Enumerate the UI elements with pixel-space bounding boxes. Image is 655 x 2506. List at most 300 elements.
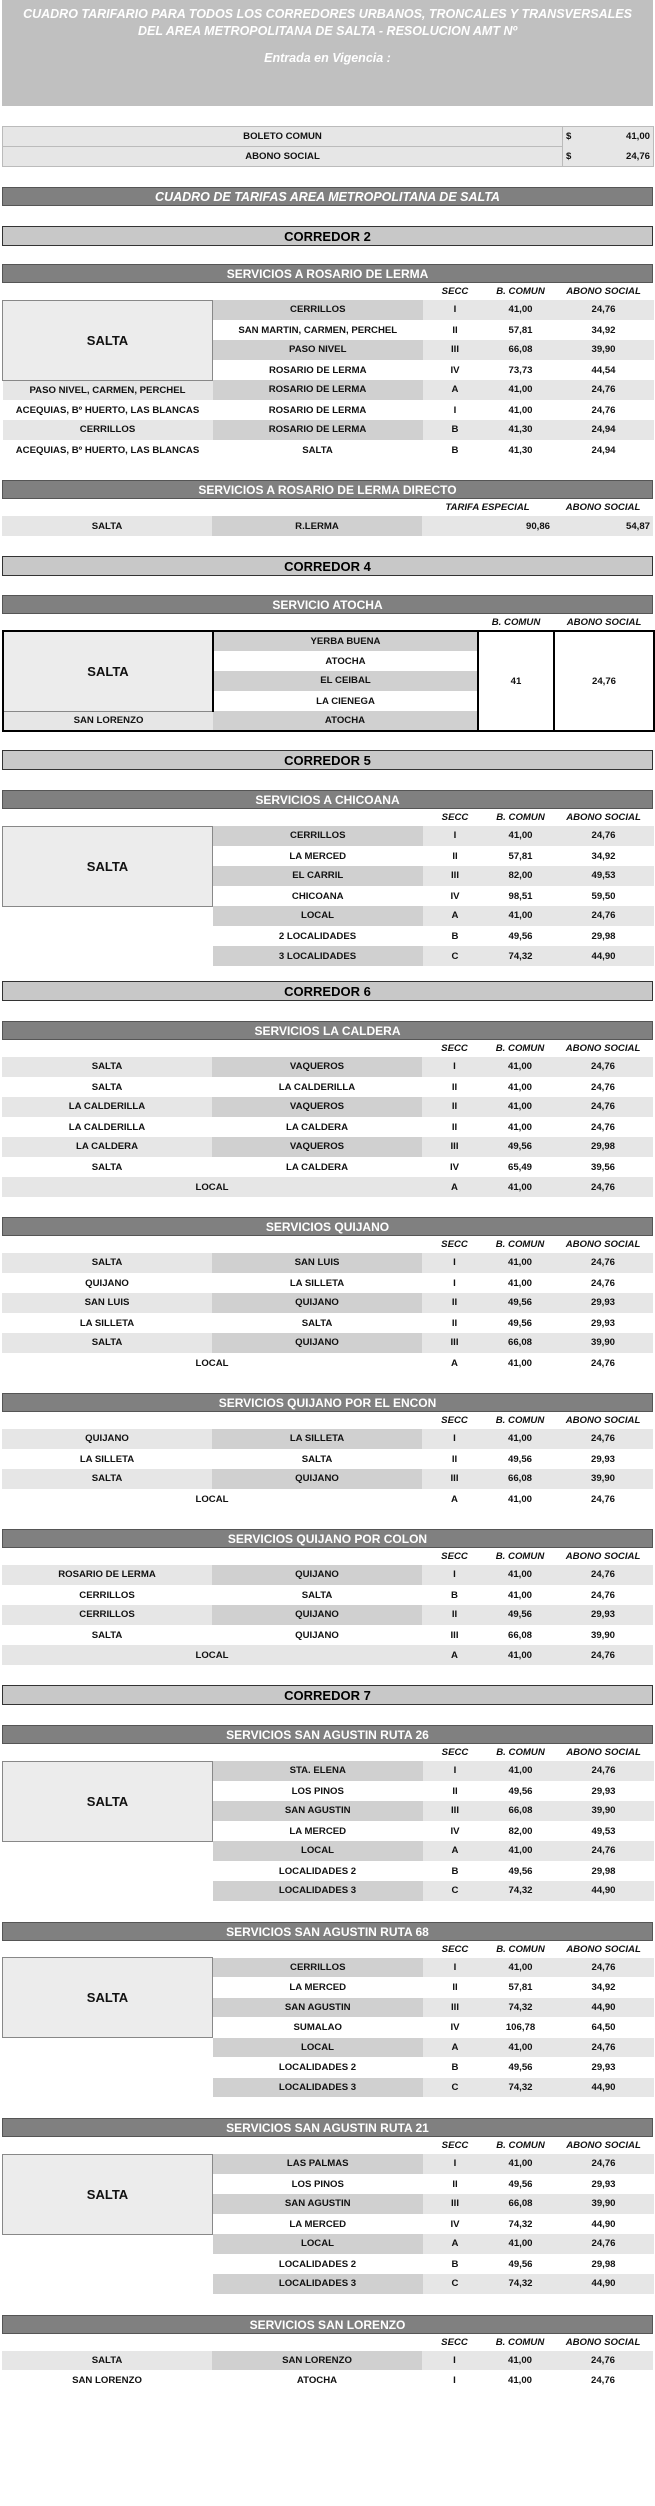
secc-cell: I [423, 826, 488, 846]
destination-cell: QUIJANO [212, 1293, 422, 1313]
origin-cell: LA SILLETA [2, 1313, 212, 1333]
table-row [2, 1449, 653, 1469]
table-row [3, 2274, 654, 2294]
section-rosario-lerma-title: SERVICIOS A ROSARIO DE LERMA [2, 264, 653, 283]
bcomun-cell: 41,00 [487, 1353, 553, 1373]
abono-social-value: 24,76 [593, 147, 654, 167]
bcomun-cell: 74,32 [488, 2274, 554, 2294]
table-row [3, 2154, 654, 2174]
destination-cell: SAN AGUSTIN [213, 1998, 423, 2018]
local-label-cell: LOCAL [2, 1645, 422, 1665]
boleto-comun-value: 41,00 [593, 127, 654, 147]
destination-cell: LA CALDERA [212, 1117, 422, 1137]
empty-cell [3, 2274, 213, 2294]
destination-cell: QUIJANO [212, 1625, 422, 1645]
table-row [3, 2078, 654, 2098]
bcomun-cell: 41,00 [488, 400, 554, 420]
secc-cell: A [422, 1645, 487, 1665]
abono-cell: 24,76 [554, 300, 654, 320]
secc-cell: A [422, 1177, 487, 1197]
col-bcomun: B. COMUN [495, 2336, 545, 2348]
abono-cell: 24,76 [553, 1489, 653, 1509]
col-secc: SECC [441, 286, 469, 297]
corredor-2-title: CORREDOR 2 [2, 226, 653, 246]
destination-cell: SAN LUIS [212, 1253, 422, 1273]
col-bcomun: B. COMUN [491, 616, 541, 628]
chicoana-table [2, 809, 654, 966]
destination-cell: CERRILLOS [213, 300, 423, 320]
destination-cell: LA MERCED [213, 2214, 423, 2234]
abono-cell: 39,90 [553, 1625, 653, 1645]
destination-cell: LOCAL [213, 906, 423, 926]
abono-cell: 24,76 [553, 1077, 653, 1097]
bcomun-cell: 106,78 [488, 2018, 554, 2038]
bcomun-cell: 74,32 [488, 2214, 554, 2234]
col-bcomun: B. COMUN [496, 1943, 545, 1955]
abono-cell: 39,90 [553, 1333, 653, 1353]
destination-cell: CHICOANA [213, 886, 423, 906]
bcomun-cell: 82,00 [488, 1821, 554, 1841]
destination-cell: LOCALIDADES 2 [213, 2254, 423, 2274]
secc-cell: IV [423, 2018, 488, 2038]
table-row [3, 1958, 654, 1978]
table-row [3, 1841, 654, 1861]
boleto-currency: $ [563, 127, 593, 147]
abono-cell: 24,94 [554, 440, 654, 460]
empty-cell [3, 2254, 213, 2274]
table-row [3, 2058, 654, 2078]
bcomun-cell: 41,00 [487, 1645, 553, 1665]
secc-cell: III [422, 1333, 487, 1353]
col-secc: SECC [441, 1415, 468, 1426]
col-bcomun: B. COMUN [496, 812, 545, 823]
bcomun-cell: 41,00 [488, 2038, 554, 2058]
origin-cell: LA SILLETA [2, 1449, 212, 1469]
secc-cell: B [423, 2058, 488, 2078]
bcomun-cell: 98,51 [488, 886, 554, 906]
col-secc: SECC [441, 1239, 468, 1250]
origin-cell: SAN LORENZO [3, 711, 213, 731]
abono-cell: 24,76 [553, 1645, 653, 1665]
table-row [2, 1293, 653, 1313]
table-row [2, 1117, 653, 1137]
secc-cell: I [422, 1429, 487, 1449]
abono-cell: 29,93 [554, 2058, 654, 2078]
destination-cell: EL CARRIL [213, 866, 423, 886]
secc-cell: A [423, 2234, 488, 2254]
bcomun-cell: 82,00 [488, 866, 554, 886]
rosario-lerma-directo-table [2, 499, 653, 536]
bcomun-cell: 74,32 [488, 946, 554, 966]
abono-cell: 24,76 [553, 1057, 653, 1077]
table-row [3, 2254, 654, 2274]
table-row [2, 1273, 653, 1293]
destination-cell: QUIJANO [212, 1333, 422, 1353]
section-la-caldera-title: SERVICIOS LA CALDERA [2, 1021, 653, 1040]
col-abono: ABONO SOCIAL [565, 1551, 641, 1562]
bcomun-cell: 41,00 [487, 1077, 553, 1097]
table-row [3, 1861, 654, 1881]
section-rosario-lerma-directo-title: SERVICIOS A ROSARIO DE LERMA DIRECTO [2, 480, 653, 499]
secc-cell: III [423, 1801, 488, 1821]
bcomun-cell: 74,32 [488, 2078, 554, 2098]
abono-cell: 29,93 [553, 1605, 653, 1625]
col-secc: SECC [441, 2140, 469, 2151]
secc-cell: III [423, 1998, 488, 2018]
table-row [3, 1881, 654, 1901]
col-abono: ABONO SOCIAL [566, 812, 641, 823]
secc-cell: II [422, 1293, 487, 1313]
abono-cell: 44,90 [554, 2274, 654, 2294]
col-tarifa-especial: TARIFA ESPECIAL [445, 502, 530, 513]
vigencia-label: Entrada en Vigencia : [264, 51, 391, 65]
col-secc: SECC [441, 1551, 468, 1562]
secc-cell: B [422, 1585, 487, 1605]
secc-cell: A [422, 1489, 487, 1509]
secc-cell: III [422, 1469, 487, 1489]
secc-cell: IV [423, 1821, 488, 1841]
col-abono: ABONO SOCIAL [566, 1943, 641, 1955]
abono-cell: 34,92 [554, 320, 654, 340]
secc-cell: A [422, 1353, 487, 1373]
abono-cell: 29,93 [553, 1313, 653, 1333]
abono-social-label: ABONO SOCIAL [3, 147, 563, 167]
secc-cell: III [423, 866, 488, 886]
col-secc: SECC [441, 1747, 469, 1758]
header-line-1: CUADRO TARIFARIO PARA TODOS LOS CORREDORES URBANOS, TRONCALES Y TRANSVERSALES [23, 7, 632, 21]
destination-cell: ROSARIO DE LERMA [213, 400, 423, 420]
secc-cell: II [422, 1449, 487, 1469]
secc-cell: II [422, 1313, 487, 1333]
empty-cell [3, 2234, 213, 2254]
section-quijano-encon-title: SERVICIOS QUIJANO POR EL ENCON [2, 1393, 653, 1412]
table-row [3, 1761, 654, 1781]
abono-cell: 24,76 [553, 1429, 653, 1449]
empty-cell [3, 2078, 213, 2098]
table-row [2, 2371, 653, 2391]
destination-cell: LA MERCED [213, 846, 423, 866]
abono-cell: 24,76 [554, 2234, 654, 2254]
table-row [2, 1429, 653, 1449]
abono-cell: 24,76 [553, 1353, 653, 1373]
origin-cell: SALTA [3, 300, 213, 380]
table-row [3, 2038, 654, 2058]
abono-cell: 49,53 [554, 1821, 654, 1841]
bcomun-cell: 41,00 [487, 1177, 553, 1197]
col-secc: SECC [441, 1043, 468, 1054]
col-abono: ABONO SOCIAL [566, 1747, 641, 1758]
bcomun-cell: 49,56 [488, 926, 554, 946]
abono-currency: $ [563, 147, 593, 167]
col-abono: ABONO SOCIAL [566, 286, 641, 297]
secc-cell: B [423, 420, 488, 440]
section-san-lorenzo-title: SERVICIOS SAN LORENZO [2, 2315, 653, 2334]
empty-cell [3, 1841, 213, 1861]
secc-cell: II [423, 1781, 488, 1801]
abono-cell: 29,98 [554, 1861, 654, 1881]
ruta-21-table [2, 2137, 654, 2295]
secc-cell: C [423, 2078, 488, 2098]
table-row [2, 2351, 653, 2371]
secc-cell: II [422, 1097, 487, 1117]
tarifa-cell: 90,86 [525, 520, 550, 532]
destination-cell: SAN AGUSTIN [213, 2194, 423, 2214]
origin-cell: SALTA [2, 1057, 212, 1077]
secc-cell: B [423, 2254, 488, 2274]
secc-cell: A [423, 906, 488, 926]
abono-cell: 24,76 [554, 631, 654, 731]
secc-cell: III [423, 340, 488, 360]
table-row [2, 1057, 653, 1077]
table-row [3, 2234, 654, 2254]
abono-cell: 24,76 [553, 2351, 653, 2371]
bcomun-cell: 41,00 [487, 1117, 553, 1137]
bcomun-cell: 41,00 [487, 1489, 553, 1509]
secc-cell: I [422, 2351, 487, 2371]
destination-cell: LA SILLETA [212, 1273, 422, 1293]
table-row [2, 1605, 653, 1625]
destination-cell: ROSARIO DE LERMA [213, 380, 423, 400]
secc-cell: A [423, 380, 488, 400]
abono-cell: 44,90 [554, 2078, 654, 2098]
document-header [2, 0, 653, 106]
destination-cell: LOS PINOS [213, 2174, 423, 2194]
origin-cell: SAN LUIS [2, 1293, 212, 1313]
origin-cell: CERRILLOS [2, 1585, 212, 1605]
destination-cell: ROSARIO DE LERMA [213, 360, 423, 380]
secc-cell: III [422, 1625, 487, 1645]
abono-cell: 29,98 [554, 926, 654, 946]
col-secc: SECC [441, 2336, 468, 2348]
destination-cell: PASO NIVEL [213, 340, 423, 360]
secc-cell: B [423, 1861, 488, 1881]
secc-cell: II [422, 1077, 487, 1097]
origin-cell: ACEQUIAS, Bº HUERTO, LAS BLANCAS [3, 400, 213, 420]
destination-cell: SAN AGUSTIN [213, 1801, 423, 1821]
bcomun-cell: 41,00 [487, 1429, 553, 1449]
col-abono: ABONO SOCIAL [565, 502, 641, 513]
destination-cell: SALTA [213, 440, 423, 460]
secc-cell: I [422, 2371, 487, 2391]
origin-cell: CERRILLOS [2, 1605, 212, 1625]
abono-cell: 39,90 [553, 1469, 653, 1489]
destination-cell: ROSARIO DE LERMA [213, 420, 423, 440]
local-label-cell: LOCAL [2, 1177, 422, 1197]
origin-cell: LA CALDERILLA [2, 1097, 212, 1117]
bcomun-cell: 41,00 [487, 1585, 553, 1605]
secc-cell: A [423, 2038, 488, 2058]
abono-cell: 44,54 [554, 360, 654, 380]
destination-cell: 2 LOCALIDADES [213, 926, 423, 946]
empty-cell [3, 1861, 213, 1881]
bcomun-cell: 49,56 [488, 2254, 554, 2274]
destination-cell: SUMALAO [213, 2018, 423, 2038]
col-abono: ABONO SOCIAL [566, 616, 642, 628]
secc-cell: I [423, 2154, 488, 2174]
secc-cell: IV [422, 1157, 487, 1177]
bcomun-cell: 49,56 [487, 1449, 553, 1469]
destination-cell: VAQUEROS [212, 1057, 422, 1077]
abono-cell: 24,76 [553, 1585, 653, 1605]
abono-cell: 29,93 [553, 1449, 653, 1469]
section-quijano-title: SERVICIOS QUIJANO [2, 1217, 653, 1236]
origin-cell: SALTA [3, 1958, 213, 2038]
bcomun-cell: 49,56 [487, 1293, 553, 1313]
origin-cell: SALTA [3, 631, 213, 711]
abono-cell: 24,76 [554, 380, 654, 400]
secc-cell: I [422, 1273, 487, 1293]
header-line-2: DEL AREA METROPOLITANA DE SALTA - RESOLUCION AMT Nº [137, 24, 518, 38]
bcomun-cell: 65,49 [487, 1157, 553, 1177]
destination-cell: SALTA [212, 1449, 422, 1469]
destination-cell: LOS PINOS [213, 1781, 423, 1801]
local-row [2, 1489, 653, 1509]
abono-cell: 24,76 [554, 826, 654, 846]
quijano-table [2, 1236, 653, 1373]
abono-cell: 34,92 [554, 1978, 654, 1998]
origin-cell: SALTA [2, 1077, 212, 1097]
quijano-colon-table [2, 1548, 653, 1665]
origin-cell: QUIJANO [2, 1429, 212, 1449]
origin-cell: PASO NIVEL, CARMEN, PERCHEL [3, 380, 213, 400]
destination-cell: SAN MARTIN, CARMEN, PERCHEL [213, 320, 423, 340]
table-row [2, 1585, 653, 1605]
origin-cell: SALTA [2, 1625, 212, 1645]
origin-cell: SALTA [2, 1469, 212, 1489]
destination-cell: LA CALDERILLA [212, 1077, 422, 1097]
col-bcomun: B. COMUN [495, 1043, 545, 1054]
bcomun-cell: 66,08 [487, 1469, 553, 1489]
abono-cell: 59,50 [554, 886, 654, 906]
abono-cell: 24,76 [553, 2371, 653, 2391]
secc-cell: III [422, 1137, 487, 1157]
origin-cell: SALTA [2, 2351, 212, 2371]
table-row [2, 1097, 653, 1117]
table-row [2, 1333, 653, 1353]
empty-cell [3, 2038, 213, 2058]
corredor-4-title: CORREDOR 4 [2, 556, 653, 576]
local-row [2, 1645, 653, 1665]
empty-cell [3, 2058, 213, 2078]
destination-cell: LAS PALMAS [213, 2154, 423, 2174]
bcomun-cell: 41,00 [487, 1273, 553, 1293]
ruta-26-table [2, 1744, 654, 1902]
origin-cell: ACEQUIAS, Bº HUERTO, LAS BLANCAS [3, 440, 213, 460]
bcomun-cell: 41,00 [488, 1761, 554, 1781]
abono-cell: 64,50 [554, 2018, 654, 2038]
secc-cell: C [423, 1881, 488, 1901]
secc-cell: A [423, 1841, 488, 1861]
bcomun-cell: 57,81 [488, 320, 554, 340]
bcomun-cell: 41,00 [488, 380, 554, 400]
table-row [2, 1469, 653, 1489]
bcomun-cell: 41,00 [487, 1565, 553, 1585]
origin-cell: SALTA [2, 1157, 212, 1177]
bcomun-cell: 41,00 [487, 2351, 553, 2371]
abono-cell: 44,90 [554, 1998, 654, 2018]
origin-cell: SALTA [2, 1333, 212, 1353]
col-secc: SECC [441, 812, 469, 823]
corredor-7-title: CORREDOR 7 [2, 1685, 653, 1705]
destination-cell: LOCAL [213, 2038, 423, 2058]
destination-cell: LA SILLETA [212, 1429, 422, 1449]
destination-cell: SAN LORENZO [212, 2351, 422, 2371]
destination-cell: ATOCHA [212, 2371, 422, 2391]
abono-cell: 49,53 [554, 866, 654, 886]
abono-cell: 24,76 [553, 1177, 653, 1197]
bcomun-cell: 66,08 [488, 340, 554, 360]
section-quijano-colon-title: SERVICIOS QUIJANO POR COLON [2, 1529, 653, 1548]
bcomun-cell: 41,00 [487, 1253, 553, 1273]
section-ruta-21-title: SERVICIOS SAN AGUSTIN RUTA 21 [2, 2118, 653, 2137]
abono-cell: 24,76 [554, 1841, 654, 1861]
cuadro-title: CUADRO DE TARIFAS AREA METROPOLITANA DE SALTA [2, 187, 653, 206]
local-label-cell: LOCAL [2, 1353, 422, 1373]
bcomun-cell: 57,81 [488, 846, 554, 866]
destination-cell: QUIJANO [212, 1565, 422, 1585]
origin-cell: SALTA [3, 826, 213, 906]
destination-cell: LA CIENEGA [213, 691, 478, 711]
bcomun-cell: 41,30 [488, 420, 554, 440]
abono-cell: 24,94 [554, 420, 654, 440]
secc-cell: IV [423, 886, 488, 906]
bcomun-cell: 41,00 [488, 2234, 554, 2254]
destination-cell: LA CALDERA [212, 1157, 422, 1177]
section-chicoana-title: SERVICIOS A CHICOANA [2, 790, 653, 809]
bcomun-cell: 74,32 [488, 1998, 554, 2018]
empty-cell [3, 1881, 213, 1901]
abono-cell: 29,93 [554, 1781, 654, 1801]
abono-cell: 24,76 [553, 1117, 653, 1137]
abono-cell: 24,76 [554, 2038, 654, 2058]
destination-cell: LOCALIDADES 3 [213, 2274, 423, 2294]
bcomun-cell: 41,00 [488, 1958, 554, 1978]
secc-cell: IV [423, 2214, 488, 2234]
destination-cell: SALTA [212, 1585, 422, 1605]
origin-cell: CERRILLOS [3, 420, 213, 440]
bcomun-cell: 49,56 [488, 2058, 554, 2078]
bcomun-cell: 41,00 [488, 300, 554, 320]
origin-cell: SALTA [3, 1761, 213, 1841]
destination-cell: SALTA [212, 1313, 422, 1333]
abono-cell: 24,76 [553, 1253, 653, 1273]
destination-cell: R.LERMA [212, 516, 422, 536]
ruta-68-table [2, 1941, 654, 2099]
secc-cell: B [423, 440, 488, 460]
col-bcomun: B. COMUN [495, 1239, 545, 1250]
abono-cell: 39,90 [554, 340, 654, 360]
abono-cell: 29,98 [554, 2254, 654, 2274]
origin-cell: QUIJANO [2, 1273, 212, 1293]
la-caldera-table [2, 1040, 653, 1197]
col-abono: ABONO SOCIAL [566, 2140, 641, 2151]
bcomun-cell: 49,56 [488, 1861, 554, 1881]
corredor-5-title: CORREDOR 5 [2, 750, 653, 770]
bcomun-cell: 49,56 [487, 1137, 553, 1157]
origin-cell: SALTA [91, 520, 123, 532]
local-label-cell: LOCAL [2, 1489, 422, 1509]
destination-cell: LA MERCED [213, 1978, 423, 1998]
col-abono: ABONO SOCIAL [565, 2336, 641, 2348]
abono-cell: 39,56 [553, 1157, 653, 1177]
col-bcomun: B. COMUN [496, 2140, 545, 2151]
bcomun-cell: 41,30 [488, 440, 554, 460]
abono-cell: 29,93 [553, 1293, 653, 1313]
secc-cell: I [423, 400, 488, 420]
local-row [2, 1353, 653, 1373]
destination-cell: LOCAL [213, 2234, 423, 2254]
abono-cell: 24,76 [554, 1761, 654, 1781]
